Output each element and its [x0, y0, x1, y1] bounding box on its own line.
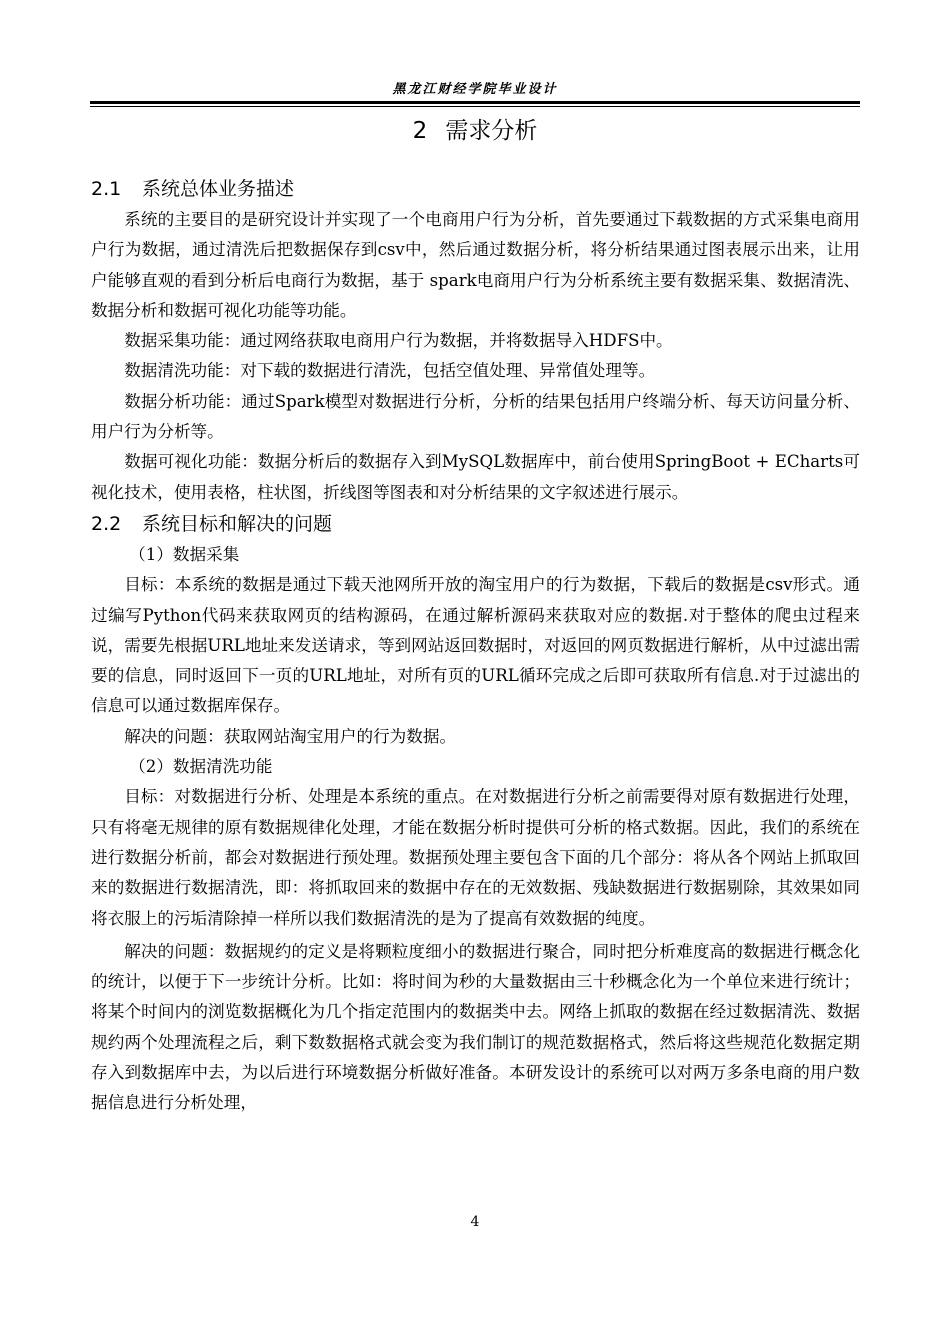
- page-body: [91, 173, 860, 1119]
- paragraph: 目标：对数据进行分析、处理是本系统的重点。在对数据进行分析之前需要得对原有数据进行处理，只有将毫无规律的原有数据规律化处理，才能在数据分析时提供可分析的格式数据。因此，我们的系统在进行数据分析前，都会对数据进行预处理。数据预处理主要包含下面的几个部分：将从各个网站上抓取回来的数据进行数据清洗，即：将抓取回来的数据中存在的无效数据、残缺数据进行数据剔除，其效果如同将衣服上的污垢清除掉一样所以我们数据清洗的是为了提高有效数据的纯度。: [91, 787, 860, 928]
- paragraph: 目标：本系统的数据是通过下载天池网所开放的淘宝用户的行为数据，下载后的数据是csv形式。通过编写Python代码来获取网页的结构源码，在通过解析源码来获取对应的数据.对于整体的爬虫过程来说，需要先根据URL地址来发送请求，等到网站返回数据时，对返回的网页数据进行解析，从中过滤出需要的信息，同时返回下一页的URL地址，对所有页的URL循环完成之后即可获取所有信息.对于过滤出的信息可以通过数据库保存。: [91, 575, 860, 716]
- paragraph: 解决的问题：数据规约的定义是将颗粒度细小的数据进行聚合，同时把分析难度高的数据进行概念化的统计，以便于下一步统计分析。比如：将时间为秒的大量数据由三十秒概念化为一个单位来进行统计；将某个时间内的浏览数据概化为几个指定范围内的数据类中去。网络上抓取的数据在经过数据清洗、数据规约两个处理流程之后，剩下数数据格式就会变为我们制订的规范数据格式，然后将这些规范化数据定期存入到数据库中去，为以后进行环境数据分析做好准备。本研发设计的系统可以对两万多条电商的用户数据信息进行分析处理，: [91, 941, 860, 1113]
- section-title: 系统目标和解决的问题: [142, 512, 333, 535]
- subsection-title: （1）数据采集: [129, 544, 240, 564]
- subsection-title: （2）数据清洗功能: [129, 757, 273, 777]
- paragraph: 数据清洗功能：对下载的数据进行清洗，包括空值处理、异常值处理等。: [124, 361, 656, 381]
- chapter-title: [90, 113, 860, 149]
- section-heading-2-1: [91, 173, 860, 205]
- chapter-title-text: 需求分析: [445, 118, 538, 144]
- section-title: 系统总体业务描述: [142, 178, 295, 200]
- running-header: 黑龙江财经学院毕业设计: [392, 82, 558, 97]
- paragraph: 数据分析功能：通过Spark模型对数据进行分析，分析的结果包括用户终端分析、每天访问量分析、用户行为分析等。: [91, 391, 860, 442]
- paragraph: 系统的主要目的是研究设计并实现了一个电商用户行为分析，首先要通过下载数据的方式采集电商用户行为数据，通过清洗后把数据保存到csv中，然后通过数据分析，将分析结果通过图表展示出来，让用户能够直观的看到分析后电商行为数据，基于 spark电商用户行为分析系统主要有数据采集、数据清洗、数据分析和数据可视化功能等功能。: [91, 210, 860, 320]
- chapter-number: 2: [412, 118, 428, 144]
- paragraph: 解决的问题：获取网站淘宝用户的行为数据。: [124, 726, 457, 746]
- header-rule-thick: [90, 101, 860, 104]
- section-number: 2.2: [91, 512, 122, 535]
- paragraph: 数据可视化功能：数据分析后的数据存入到MySQL数据库中，前台使用SpringBoot + ECharts可视化技术，使用表格，柱状图，折线图等图表和对分析结果的文字叙述进行展示。: [91, 452, 860, 502]
- page-number: 4: [470, 1214, 480, 1230]
- header-rule-thin: [90, 106, 860, 107]
- paragraph: 数据采集功能：通过网络获取电商用户行为数据，并将数据导入HDFS中。: [124, 331, 673, 351]
- section-number: 2.1: [91, 178, 122, 200]
- section-heading-2-2: [91, 508, 860, 540]
